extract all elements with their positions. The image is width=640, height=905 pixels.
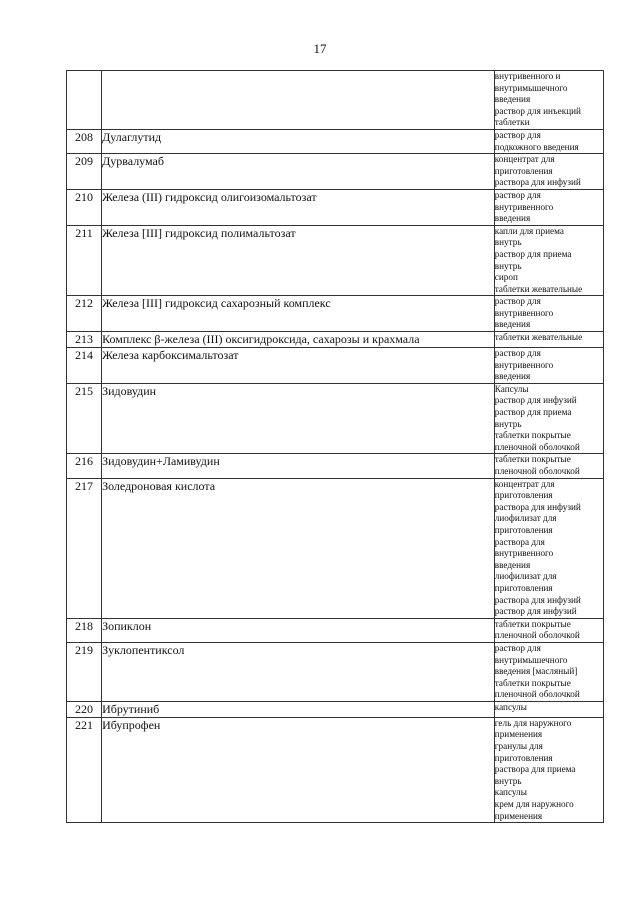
dosage-form-line: применения: [494, 729, 543, 740]
row-number: 213: [67, 332, 102, 348]
dosage-form-line: раствора для инфузий: [494, 594, 581, 605]
row-number: 217: [67, 478, 102, 618]
dosage-form-line: таблетки покрытые: [494, 677, 571, 688]
dosage-form-line: капсулы: [494, 701, 527, 712]
dosage-form-line: подкожного введения: [494, 141, 579, 152]
dosage-form-line: внутривенного: [494, 548, 554, 559]
dosage-form-line: пленочной оболочкой: [494, 630, 580, 641]
drug-name: Дурвалумаб: [102, 154, 495, 190]
dosage-forms: [494, 296, 603, 332]
dosage-form-line: раствор для приема: [494, 248, 572, 259]
dosage-forms: [494, 383, 603, 454]
dosage-form-line: раствора для инфузий: [494, 501, 581, 512]
drug-name: Зуклопентиксол: [102, 642, 495, 701]
dosage-form-line: раствора для приема: [494, 764, 576, 775]
dosage-form-line: внутрь: [494, 775, 522, 786]
drug-name: Золедроновая кислота: [102, 478, 495, 618]
dosage-form-line: раствор для: [494, 296, 541, 307]
drug-table-body: [67, 71, 604, 823]
table-row: [67, 296, 604, 332]
dosage-form-line: внутримышечного: [494, 654, 568, 665]
dosage-forms: [494, 332, 603, 348]
table-row: [67, 383, 604, 454]
table-row: [67, 478, 604, 618]
table-row: [67, 332, 604, 348]
dosage-form-line: внутрь: [494, 418, 522, 429]
dosage-form-line: раствор для: [494, 642, 541, 653]
dosage-form-line: внутримышечного: [494, 82, 568, 93]
dosage-forms: [494, 154, 603, 190]
dosage-form-line: приготовления: [494, 490, 553, 501]
dosage-form-line: концентрат для: [494, 154, 555, 165]
dosage-form-line: раствор для инъекций: [494, 105, 581, 116]
dosage-form-line: приготовления: [494, 165, 553, 176]
dosage-form-line: применения: [494, 810, 543, 821]
dosage-form-line: пленочной оболочкой: [494, 441, 580, 452]
dosage-form-line: внутривенного и: [494, 71, 561, 81]
drug-name: Дулаглутид: [102, 129, 495, 153]
row-number: 212: [67, 296, 102, 332]
dosage-forms: [494, 189, 603, 225]
dosage-form-line: капсулы: [494, 787, 527, 798]
dosage-form-line: концентрат для: [494, 478, 555, 489]
dosage-form-line: гель для наружного: [494, 717, 572, 728]
table-row: [67, 71, 604, 130]
table-row: [67, 454, 604, 478]
row-number: [67, 71, 102, 130]
drug-name: Железа [III] гидроксид сахарозный комплекс: [102, 296, 495, 332]
dosage-form-line: крем для наружного: [494, 799, 574, 810]
drug-name: Железа карбоксимальтозат: [102, 348, 495, 384]
dosage-form-line: таблетки покрытые: [494, 430, 571, 441]
table-row: [67, 642, 604, 701]
drug-name: Железа (III) гидроксид олигоизомальтозат: [102, 189, 495, 225]
dosage-forms: [494, 618, 603, 642]
table-row: [67, 717, 604, 822]
dosage-form-line: таблетки жевательные: [494, 332, 583, 343]
dosage-form-line: лиофилизат для: [494, 571, 557, 582]
row-number: 220: [67, 701, 102, 717]
row-number: 215: [67, 383, 102, 454]
drug-name: [102, 71, 495, 130]
drug-name: Ибупрофен: [102, 717, 495, 822]
dosage-form-line: внутривенного: [494, 307, 554, 318]
dosage-form-line: приготовления: [494, 524, 553, 535]
dosage-forms: [494, 701, 603, 717]
row-number: 210: [67, 189, 102, 225]
row-number: 216: [67, 454, 102, 478]
dosage-form-line: внутривенного: [494, 201, 554, 212]
row-number: 209: [67, 154, 102, 190]
dosage-form-line: раствора для инфузий: [494, 177, 581, 188]
dosage-form-line: пленочной оболочкой: [494, 466, 580, 476]
dosage-form-line: пленочной оболочкой: [494, 689, 580, 700]
dosage-form-line: таблетки жевательные: [494, 283, 583, 294]
dosage-forms: [494, 71, 603, 130]
dosage-form-line: раствор для инфузий: [494, 395, 577, 406]
dosage-form-line: введения: [494, 94, 531, 105]
row-number: 208: [67, 129, 102, 153]
drug-name: Комплекс β-железа (III) оксигидроксида, сахарозы и крахмала: [102, 332, 495, 348]
dosage-forms: [494, 129, 603, 153]
table-row: [67, 225, 604, 296]
drug-name: Зидовудин: [102, 383, 495, 454]
dosage-form-line: приготовления: [494, 582, 553, 593]
dosage-form-line: раствор для: [494, 348, 541, 359]
drug-table: [66, 70, 604, 823]
dosage-form-line: раствор для инфузий: [494, 606, 577, 617]
drug-name: Ибрутиниб: [102, 701, 495, 717]
dosage-form-line: приготовления: [494, 752, 553, 763]
dosage-form-line: гранулы для: [494, 741, 543, 752]
row-number: 214: [67, 348, 102, 384]
dosage-form-line: таблетки покрытые: [494, 618, 571, 629]
dosage-form-line: Капсулы: [494, 383, 529, 394]
dosage-forms: [494, 225, 603, 296]
dosage-form-line: введения: [494, 213, 531, 224]
table-row: [67, 189, 604, 225]
table-row: [67, 701, 604, 717]
dosage-form-line: раствора для: [494, 536, 545, 547]
dosage-form-line: введения: [494, 559, 531, 570]
dosage-form-line: капли для приема: [494, 225, 564, 236]
dosage-form-line: раствор для: [494, 129, 541, 140]
dosage-form-line: внутрь: [494, 237, 522, 248]
dosage-forms: [494, 717, 603, 822]
dosage-form-line: внутрь: [494, 260, 522, 271]
dosage-forms: [494, 454, 603, 478]
dosage-form-line: лиофилизат для: [494, 513, 557, 524]
dosage-form-line: введения: [494, 319, 531, 330]
row-number: 219: [67, 642, 102, 701]
table-row: [67, 348, 604, 384]
dosage-forms: [494, 478, 603, 618]
drug-name: Железа [III] гидроксид полимальтозат: [102, 225, 495, 296]
drug-name: Зопиклон: [102, 618, 495, 642]
dosage-form-line: раствор для: [494, 189, 541, 200]
dosage-forms: [494, 642, 603, 701]
dosage-form-line: введения [масляный]: [494, 666, 578, 677]
dosage-form-line: раствор для приема: [494, 407, 572, 418]
dosage-form-line: таблетки покрытые: [494, 454, 571, 465]
drug-name: Зидовудин+Ламивудин: [102, 454, 495, 478]
dosage-form-line: внутривенного: [494, 359, 554, 370]
table-row: [67, 129, 604, 153]
page-number: 17: [313, 41, 327, 56]
row-number: 221: [67, 717, 102, 822]
row-number: 218: [67, 618, 102, 642]
dosage-forms: [494, 348, 603, 384]
dosage-form-line: сироп: [494, 272, 518, 283]
table-row: [67, 618, 604, 642]
dosage-form-line: таблетки: [494, 117, 530, 128]
row-number: 211: [67, 225, 102, 296]
table-row: [67, 154, 604, 190]
dosage-form-line: введения: [494, 371, 531, 382]
